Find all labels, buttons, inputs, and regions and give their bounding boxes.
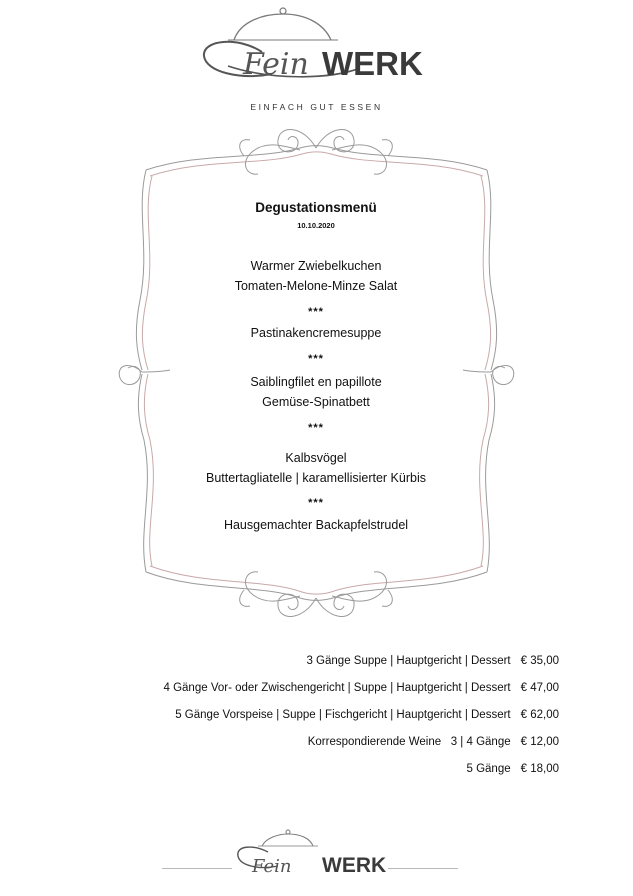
price-amount: € 12,00 [520,736,559,748]
footer-logo [0,826,633,886]
menu-date: 10.10.2020 [297,221,335,230]
price-label: 5 Gänge [466,763,511,775]
price-row-4-courses [164,682,560,694]
logo-script-text: Fein [243,47,309,82]
menu-title: Degustationsmenü [255,200,377,215]
footer-logo-script: Fein [252,856,292,877]
course-1-line-1: Warmer Zwiebelkuchen [250,259,382,273]
course-separator: *** [308,422,324,434]
course-2 [140,324,492,344]
price-amount: € 62,00 [520,709,559,721]
course-1 [140,257,492,296]
course-2-line-1: Pastinakencremesuppe [250,326,382,340]
price-label: 4 Gänge Vor- oder Zwischengericht | Suppe | Hauptgericht | Dessert [163,682,511,694]
price-label: 5 Gänge Vorspeise | Suppe | Fischgericht | Hauptgericht | Dessert [175,709,511,721]
cloche-icon [262,834,313,846]
course-5-line-1: Hausgemachter Backapfelstrudel [223,518,409,532]
price-row-3-courses [306,655,559,667]
price-row-wine-3-4 [308,736,559,748]
course-3-line-2: Gemüse-Spinatbett [262,394,370,409]
course-separator: *** [308,353,324,365]
price-label: 3 Gänge Suppe | Hauptgericht | Dessert [306,655,511,667]
price-amount: € 18,00 [520,763,559,775]
course-1-line-2: Tomaten-Melone-Minze Salat [234,278,398,293]
course-3-line-1: Saiblingfilet en papillote [250,375,382,389]
course-4-line-1: Kalbsvögel [285,451,347,465]
tagline: EINFACH GUT ESSEN [250,102,383,112]
price-row-5-courses [175,709,559,721]
price-amount: € 47,00 [520,682,559,694]
price-label: Korrespondierende Weine 3 | 4 Gänge [307,736,511,748]
course-4-line-2: Buttertagliatelle | karamellisierter Kürbis [205,470,426,485]
price-row-wine-5 [467,763,560,775]
course-3 [140,373,492,412]
course-separator: *** [308,306,324,318]
course-4 [140,449,492,488]
course-5 [140,516,492,536]
course-separator: *** [308,497,324,509]
price-amount: € 35,00 [520,655,559,667]
logo-bold-text: WERK [322,45,423,82]
footer-logo-bold: WERK [322,854,387,877]
